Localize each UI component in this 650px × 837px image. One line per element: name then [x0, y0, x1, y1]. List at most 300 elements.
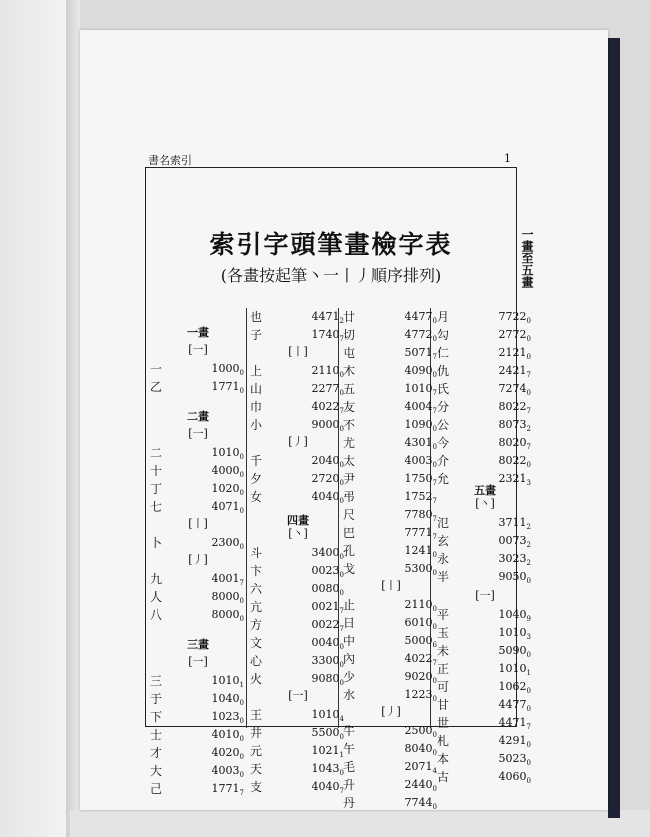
entry-code-suffix: 0: [339, 571, 344, 580]
entry-code-suffix: 2: [526, 425, 531, 434]
entry-code-suffix: 0: [432, 551, 437, 560]
entry-character: 七: [150, 500, 163, 514]
entry-code-number: 2121: [498, 346, 527, 359]
entry-code-number: 0080: [311, 582, 340, 595]
entry-code-suffix: 0: [526, 353, 531, 362]
entry-code-number: 2720: [311, 472, 340, 485]
entry-code-number: 2421: [498, 364, 527, 377]
entry-code-number: 2500: [404, 724, 433, 737]
entry-character: 元: [250, 744, 263, 758]
entry-character: 可: [437, 680, 450, 694]
entry-code-suffix: 7: [339, 625, 344, 634]
entry-character: 半: [437, 570, 450, 584]
entry-code-number: 7771: [404, 526, 433, 539]
entry-code-number: 4022: [404, 652, 433, 665]
entry-code-suffix: 0: [432, 695, 437, 704]
entry-code-suffix: 0: [526, 759, 531, 768]
entry-code: [288, 778, 344, 800]
entry-code-number: 1241: [404, 544, 433, 557]
entry-code-number: 4477: [498, 698, 527, 711]
entry-code-suffix: 0: [339, 589, 344, 598]
entry-code-number: 4022: [311, 400, 340, 413]
entry-code-suffix: 0: [526, 461, 531, 470]
entry-character: 卞: [250, 564, 263, 578]
entry-character: 上: [250, 364, 263, 378]
entry-code-number: 8022: [498, 454, 527, 467]
entry-code-suffix: 7: [526, 723, 531, 732]
entry-code-number: 4291: [498, 734, 527, 747]
entry-code-number: 4772: [404, 328, 433, 341]
entry-character: 八: [150, 608, 163, 622]
stroke-type-label: [一]: [188, 343, 208, 356]
entry-character: 本: [437, 752, 450, 766]
entry-character: 二: [150, 446, 163, 460]
entry-code-suffix: 3: [526, 633, 531, 642]
entry-code-suffix: 0: [239, 615, 244, 624]
entry-character: 大: [150, 764, 163, 778]
entry-code-suffix: 0: [526, 317, 531, 326]
entry-character: 氏: [437, 382, 450, 396]
entry-character: 亢: [250, 600, 263, 614]
entry-code-suffix: 0: [339, 425, 344, 434]
entry-code-number: 4477: [404, 310, 433, 323]
entry-code-suffix: 7: [526, 371, 531, 380]
entry-code-number: 0023: [311, 564, 340, 577]
entry-character: 木: [343, 364, 356, 378]
entry-code-suffix: 0: [432, 605, 437, 614]
entry-code-number: 1040: [498, 608, 527, 621]
entry-character: 巴: [343, 526, 356, 540]
stroke-count-heading: 三畫: [187, 638, 209, 651]
entry-code-suffix: 0: [432, 371, 437, 380]
entry-code-suffix: 0: [526, 741, 531, 750]
entry-code-number: 9050: [498, 570, 527, 583]
entry-code-suffix: 0: [339, 389, 344, 398]
entry-code-number: 4020: [211, 746, 240, 759]
entry-code-number: 5071: [404, 346, 433, 359]
entry-code-number: 1010: [311, 708, 340, 721]
entry-code-number: 5500: [311, 726, 340, 739]
entry-code-suffix: 0: [526, 651, 531, 660]
entry-code-number: 4040: [311, 780, 340, 793]
entry-code-number: 1010: [498, 662, 527, 675]
entry-code-number: 4010: [211, 728, 240, 741]
entry-character: 廿: [343, 310, 356, 324]
page-title: 索引字頭筆畫檢字表: [209, 230, 453, 259]
entry-code-number: 1771: [211, 782, 240, 795]
entry-code-suffix: 0: [432, 317, 437, 326]
entry-code-suffix: 2: [526, 523, 531, 532]
entry-code-suffix: 0: [432, 749, 437, 758]
entry-character: 丹: [343, 796, 356, 810]
entry-code-suffix: 6: [432, 641, 437, 650]
stroke-type-label: [一]: [288, 689, 308, 702]
entry-code-number: 2071: [404, 760, 433, 773]
entry-character: 永: [437, 552, 450, 566]
entry-code-number: 8022: [498, 400, 527, 413]
entry-character: 方: [250, 618, 263, 632]
entry-character: 千: [250, 454, 263, 468]
entry-code-suffix: 1: [526, 669, 531, 678]
entry-code-suffix: 3: [526, 479, 531, 488]
entry-character: 玉: [437, 626, 450, 640]
entry-character: 己: [150, 782, 163, 796]
entry-code-suffix: 0: [239, 387, 244, 396]
entry-code-number: 1090: [404, 418, 433, 431]
entry-code-suffix: 0: [432, 623, 437, 632]
entry-code-suffix: 0: [432, 731, 437, 740]
stroke-type-label: [丨]: [288, 345, 308, 358]
entry-character: 仁: [437, 346, 450, 360]
entry-character: 切: [343, 328, 356, 342]
entry-character: 井: [250, 726, 263, 740]
entry-code-number: 9080: [311, 672, 340, 685]
entry-code-suffix: 0: [239, 507, 244, 516]
entry-code-suffix: 0: [339, 733, 344, 742]
stroke-type-label: [丿]: [288, 435, 308, 448]
entry-character: 人: [150, 590, 163, 604]
entry-character: 山: [250, 382, 263, 396]
entry-code-suffix: 0: [239, 489, 244, 498]
entry-code-suffix: 4: [432, 767, 437, 776]
entry-character: 太: [343, 454, 356, 468]
entry-code-number: 2277: [311, 382, 340, 395]
entry-code-number: 4004: [404, 400, 433, 413]
entry-character: 世: [437, 716, 450, 730]
entry-code-number: 4001: [211, 572, 240, 585]
stroke-type-label: [丶]: [475, 497, 495, 510]
entry-character: 少: [343, 670, 356, 684]
entry-code-number: 8000: [211, 608, 240, 621]
entry-character: 甘: [437, 698, 450, 712]
entry-character: 友: [343, 400, 356, 414]
entry-code-suffix: 7: [432, 353, 437, 362]
entry-character: 平: [437, 608, 450, 622]
entry-code-suffix: 1: [339, 751, 344, 760]
entry-code-number: 1010: [211, 674, 240, 687]
entry-character: 心: [250, 654, 263, 668]
entry-character: 也: [250, 310, 263, 324]
entry-code: [475, 768, 531, 790]
stroke-type-label: [丶]: [288, 527, 308, 540]
entry-character: 六: [250, 582, 263, 596]
entry-code-number: 1010: [211, 446, 240, 459]
entry-code-suffix: 7: [239, 789, 244, 798]
stroke-count-heading: 二畫: [187, 410, 209, 423]
entry-character: 天: [250, 762, 263, 776]
page-number: 1: [504, 152, 511, 165]
stroke-count-heading: 四畫: [287, 514, 309, 527]
entry-character: 才: [150, 746, 163, 760]
entry-code-suffix: 2: [526, 541, 531, 550]
entry-code-number: 6010: [404, 616, 433, 629]
entry-character: 公: [437, 418, 450, 432]
entry-code-number: 4301: [404, 436, 433, 449]
entry-character: 分: [437, 400, 450, 414]
entry-code-suffix: 0: [526, 335, 531, 344]
entry-code-suffix: 0: [526, 577, 531, 586]
entry-code-number: 2440: [404, 778, 433, 791]
entry-code-number: 1040: [211, 692, 240, 705]
entry-character: 屯: [343, 346, 356, 360]
entry-code-suffix: 7: [432, 479, 437, 488]
entry-code-number: 4090: [404, 364, 433, 377]
entry-code-number: 1752: [404, 490, 433, 503]
stroke-count-heading: 一畫: [187, 326, 209, 339]
entry-code-number: 1223: [404, 688, 433, 701]
entry-code-number: 2110: [311, 364, 340, 377]
table-surface: [70, 810, 650, 837]
entry-code-suffix: 7: [339, 607, 344, 616]
entry-code-number: 3711: [498, 516, 527, 529]
entry-character: 夕: [250, 472, 263, 486]
entry-code-number: 2300: [211, 536, 240, 549]
running-title: 書名索引: [148, 154, 192, 167]
entry-code-suffix: 0: [239, 369, 244, 378]
entry-code-suffix: 7: [339, 407, 344, 416]
entry-code-number: 7744: [404, 796, 433, 809]
entry-character: 孔: [343, 544, 356, 558]
entry-code-suffix: 2: [526, 559, 531, 568]
entry-code-suffix: 1: [239, 681, 244, 690]
entry-code: [188, 606, 244, 628]
entry-character: 月: [437, 310, 450, 324]
column-divider: [246, 308, 247, 728]
entry-code-number: 0073: [498, 534, 527, 547]
entry-code: [288, 488, 344, 510]
entry-character: 氾: [437, 516, 450, 530]
entry-code-number: 4040: [311, 490, 340, 503]
entry-code-number: 4071: [211, 500, 240, 513]
entry-code-suffix: 0: [239, 453, 244, 462]
entry-character: 支: [250, 780, 263, 794]
entry-code-number: 4003: [404, 454, 433, 467]
entry-code-number: 0040: [311, 636, 340, 649]
entry-code-number: 8040: [404, 742, 433, 755]
entry-code-number: 1020: [211, 482, 240, 495]
entry-character: 勾: [437, 328, 450, 342]
entry-character: 毛: [343, 760, 356, 774]
stroke-type-label: [丿]: [381, 705, 401, 718]
entry-character: 不: [343, 418, 356, 432]
entry-code-number: 4471: [311, 310, 340, 323]
entry-character: 火: [250, 672, 263, 686]
entry-code-number: 8020: [498, 436, 527, 449]
entry-character: 今: [437, 436, 450, 450]
entry-character: 中: [343, 634, 356, 648]
entry-character: 戈: [343, 562, 356, 576]
entry-code-number: 7274: [498, 382, 527, 395]
entry-character: 未: [437, 644, 450, 658]
entry-code-suffix: 0: [526, 389, 531, 398]
entry-code-suffix: 7: [526, 443, 531, 452]
entry-code-suffix: 0: [339, 479, 344, 488]
entry-code-suffix: 0: [339, 553, 344, 562]
entry-code-suffix: 0: [339, 643, 344, 652]
entry-code: [188, 780, 244, 802]
book-cover-edge: [608, 38, 620, 818]
entry-code-number: 1740: [311, 328, 340, 341]
entry-code-suffix: 0: [339, 769, 344, 778]
entry-code-suffix: 0: [339, 679, 344, 688]
entry-code-number: 5300: [404, 562, 433, 575]
entry-code-suffix: 7: [432, 533, 437, 542]
entry-character: 巾: [250, 400, 263, 414]
entry-code-suffix: 0: [239, 735, 244, 744]
side-tab: 一畫至五畫: [520, 228, 534, 288]
entry-code-suffix: 7: [432, 497, 437, 506]
entry-code-suffix: 0: [339, 371, 344, 380]
entry-code: [188, 378, 244, 400]
entry-code-number: 0021: [311, 600, 340, 613]
entry-code-suffix: 0: [239, 771, 244, 780]
entry-code-number: 8000: [211, 590, 240, 603]
book-gutter: [66, 0, 80, 837]
entry-character: 午: [343, 742, 356, 756]
entry-code-suffix: 0: [432, 443, 437, 452]
entry-code-number: 4060: [498, 770, 527, 783]
entry-code-number: 5000: [404, 634, 433, 647]
entry-code-suffix: 4: [339, 715, 344, 724]
entry-code-number: 3023: [498, 552, 527, 565]
entry-code-number: 9000: [311, 418, 340, 431]
entry-code-number: 2110: [404, 598, 433, 611]
entry-code-suffix: 0: [239, 699, 244, 708]
entry-code-suffix: 0: [432, 335, 437, 344]
entry-code-number: 1750: [404, 472, 433, 485]
entry-code-number: 1043: [311, 762, 340, 775]
entry-character: 正: [437, 662, 450, 676]
entry-character: 古: [437, 770, 450, 784]
entry-code: [381, 794, 437, 816]
entry-character: 小: [250, 418, 263, 432]
entry-code-suffix: 7: [432, 659, 437, 668]
entry-code-suffix: 7: [432, 515, 437, 524]
entry-character: 王: [250, 708, 263, 722]
entry-character: 十: [150, 464, 163, 478]
entry-character: 玄: [437, 534, 450, 548]
entry-character: 九: [150, 572, 163, 586]
entry-code-suffix: 0: [526, 777, 531, 786]
entry-character: 三: [150, 674, 163, 688]
entry-code-number: 1062: [498, 680, 527, 693]
entry-character: 士: [150, 728, 163, 742]
entry-code-suffix: 7: [339, 335, 344, 344]
stroke-type-label: [一]: [188, 655, 208, 668]
entry-character: 五: [343, 382, 356, 396]
entry-code-suffix: 0: [339, 661, 344, 670]
entry-code-suffix: 0: [339, 497, 344, 506]
entry-character: 下: [150, 710, 163, 724]
entry-character: 內: [343, 652, 356, 666]
entry-code-suffix: 0: [526, 687, 531, 696]
entry-code-suffix: 0: [239, 543, 244, 552]
stroke-type-label: [一]: [475, 589, 495, 602]
entry-code-number: 1010: [498, 626, 527, 639]
entry-character: 止: [343, 598, 356, 612]
stroke-type-label: [丿]: [188, 553, 208, 566]
entry-code-number: 7722: [498, 310, 527, 323]
entry-character: 札: [437, 734, 450, 748]
entry-code-number: 3400: [311, 546, 340, 559]
entry-code-number: 1000: [211, 362, 240, 375]
entry-code-suffix: 7: [526, 407, 531, 416]
entry-code-suffix: 2: [339, 317, 344, 326]
entry-character: 于: [150, 692, 163, 706]
entry-character: 乙: [150, 380, 163, 394]
entry-code-suffix: 0: [239, 597, 244, 606]
entry-code-number: 2772: [498, 328, 527, 341]
entry-code-number: 4000: [211, 464, 240, 477]
entry-code-number: 1771: [211, 380, 240, 393]
entry-code-suffix: 0: [432, 569, 437, 578]
entry-character: 允: [437, 472, 450, 486]
entry-code-suffix: 0: [239, 717, 244, 726]
entry-code-suffix: 0: [526, 705, 531, 714]
entry-code: [475, 568, 531, 590]
entry-code-suffix: 0: [432, 461, 437, 470]
entry-code-number: 1010: [404, 382, 433, 395]
entry-code-suffix: 0: [432, 677, 437, 686]
entry-character: 水: [343, 688, 356, 702]
entry-code-number: 0022: [311, 618, 340, 631]
entry-character: 尹: [343, 472, 356, 486]
entry-code-number: 4471: [498, 716, 527, 729]
stroke-type-label: [丨]: [188, 517, 208, 530]
entry-code-suffix: 0: [432, 425, 437, 434]
entry-code-number: 2321: [498, 472, 527, 485]
entry-code-suffix: 7: [339, 787, 344, 796]
entry-code-number: 5090: [498, 644, 527, 657]
entry-character: 卜: [150, 536, 163, 550]
entry-code-suffix: 7: [432, 407, 437, 416]
entry-character: 牛: [343, 724, 356, 738]
page-subtitle: (各畫按起筆丶一丨丿順序排列): [220, 266, 442, 285]
stroke-count-heading: 五畫: [474, 484, 496, 497]
entry-code-number: 5023: [498, 752, 527, 765]
entry-character: 子: [250, 328, 263, 342]
entry-character: 一: [150, 362, 163, 376]
entry-code-suffix: 7: [239, 579, 244, 588]
entry-character: 介: [437, 454, 450, 468]
stroke-type-label: [丨]: [381, 579, 401, 592]
entry-code-number: 1023: [211, 710, 240, 723]
entry-code-suffix: 0: [339, 461, 344, 470]
entry-code-suffix: 9: [526, 615, 531, 624]
entry-character: 尺: [343, 508, 356, 522]
entry-character: 女: [250, 490, 263, 504]
entry-character: 仇: [437, 364, 450, 378]
entry-code-number: 8073: [498, 418, 527, 431]
entry-code-number: 7780: [404, 508, 433, 521]
entry-character: 弔: [343, 490, 356, 504]
entry-code-suffix: 0: [432, 803, 437, 812]
entry-code-number: 1021: [311, 744, 340, 757]
entry-character: 升: [343, 778, 356, 792]
entry-code-number: 3300: [311, 654, 340, 667]
entry-character: 日: [343, 616, 356, 630]
entry-character: 斗: [250, 546, 263, 560]
entry-character: 丁: [150, 482, 163, 496]
entry-code-suffix: 0: [239, 753, 244, 762]
entry-code-number: 9020: [404, 670, 433, 683]
entry-code-number: 4003: [211, 764, 240, 777]
entry-code-suffix: 0: [239, 471, 244, 480]
entry-code-suffix: 0: [432, 785, 437, 794]
entry-code-number: 2040: [311, 454, 340, 467]
entry-code-suffix: 7: [432, 389, 437, 398]
stroke-type-label: [一]: [188, 427, 208, 440]
